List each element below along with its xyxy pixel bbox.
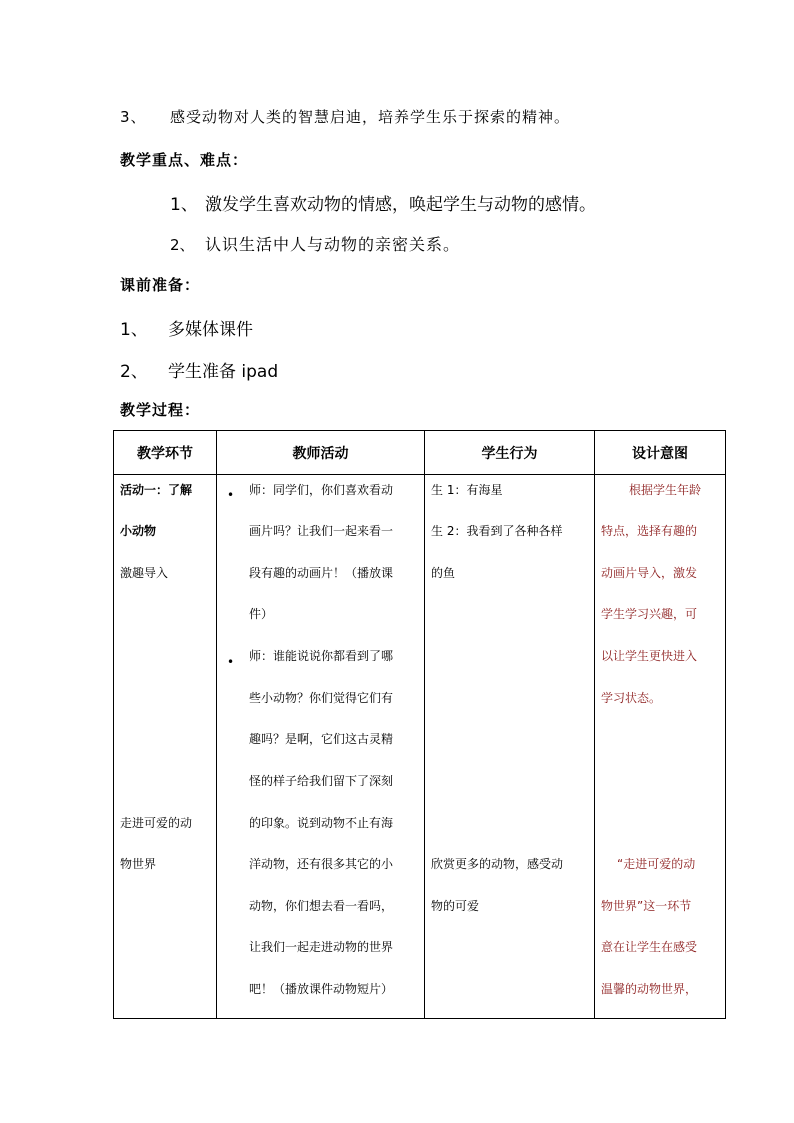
- objective-3-text: 感受动物对人类的智慧启迪，培养学生乐于探索的精神。: [170, 108, 571, 126]
- stage-cell: [114, 475, 217, 1019]
- header-student-behavior: 学生行为: [425, 431, 595, 475]
- intent-line: “走进可爱的动: [617, 857, 696, 871]
- key-points-heading: 教学重点、难点：: [120, 151, 249, 169]
- key-point-2-text: 认识生活中人与动物的亲密关系。: [205, 235, 461, 254]
- key-point-1-text: 激发学生喜欢动物的情感，唤起学生与动物的感情。: [205, 195, 596, 215]
- table-header-row: [114, 431, 726, 475]
- teacher-line: 动物，你们想去看一看吗，: [249, 899, 394, 913]
- teacher-line: 怪的样子给我们留下了深刻: [249, 774, 394, 788]
- student-line: 欣赏更多的动物，感受动: [431, 857, 564, 871]
- intent-line: 动画片导入，激发: [601, 566, 698, 580]
- teacher-line: 吧！（播放课件动物短片）: [249, 982, 394, 996]
- preparation-1-number: 1、: [120, 320, 148, 340]
- intent-line: 意在让学生在感受: [601, 940, 698, 954]
- activity-title-line-2: 小动物: [120, 524, 157, 538]
- header-teacher-activity: 教师活动: [217, 431, 425, 475]
- table-row: [114, 475, 726, 1019]
- intent-line: 学生学习兴趣，可: [601, 607, 698, 621]
- teacher-line: 的印象。说到动物不止有海: [249, 816, 394, 830]
- teacher-line: 洋动物，还有很多其它的小: [249, 857, 394, 871]
- preparation-2-text: 学生准备 ipad: [168, 362, 279, 382]
- stage-walk-line-1: 走进可爱的动: [120, 816, 193, 830]
- teacher-line: 师：谁能说说你都看到了哪: [249, 649, 394, 663]
- key-point-2-number: 2、: [170, 236, 195, 254]
- preparation-2-number: 2、: [120, 362, 148, 382]
- intent-line: 特点，选择有趣的: [601, 524, 698, 538]
- design-intent-cell: [595, 475, 726, 1019]
- student-line: 生 1：有海星: [431, 483, 503, 497]
- activity-title-line-1: 活动一：了解: [120, 483, 193, 497]
- lesson-table: [113, 430, 726, 1019]
- stage-intro: 激趣导入: [120, 566, 169, 580]
- student-line: 物的可爱: [431, 899, 480, 913]
- teacher-line: 趣吗？是啊，它们这古灵精: [249, 732, 394, 746]
- teacher-line: 让我们一起走进动物的世界: [249, 940, 394, 954]
- intent-line: 以让学生更快进入: [601, 649, 698, 663]
- intent-line: 物世界”这一环节: [601, 899, 692, 913]
- student-line: 的鱼: [431, 566, 456, 580]
- preparation-1-text: 多媒体课件: [168, 320, 253, 340]
- bullet-1: •: [227, 488, 235, 502]
- header-stage: 教学环节: [114, 431, 217, 475]
- teacher-line: 件）: [249, 607, 274, 621]
- teacher-line: 师：同学们，你们喜欢看动: [249, 483, 394, 497]
- process-heading: 教学过程：: [120, 401, 201, 419]
- intent-line: 根据学生年龄: [629, 483, 702, 497]
- bullet-2: •: [227, 655, 235, 669]
- intent-line: 温馨的动物世界，: [601, 982, 698, 996]
- objective-3-number: 3、: [120, 108, 147, 126]
- teacher-line: 段有趣的动画片！（播放课: [249, 566, 394, 580]
- teacher-line: 些小动物？你们觉得它们有: [249, 691, 394, 705]
- teacher-activity-cell: [217, 475, 425, 1019]
- preparation-heading: 课前准备：: [120, 276, 201, 294]
- teacher-line: 画片吗？让我们一起来看一: [249, 524, 394, 538]
- stage-walk-line-2: 物世界: [120, 857, 157, 871]
- student-behavior-cell: [425, 475, 595, 1019]
- student-line: 生 2：我看到了各种各样: [431, 524, 563, 538]
- header-design-intent: 设计意图: [595, 431, 726, 475]
- intent-line: 学习状态。: [601, 691, 662, 705]
- key-point-1-number: 1、: [170, 195, 198, 215]
